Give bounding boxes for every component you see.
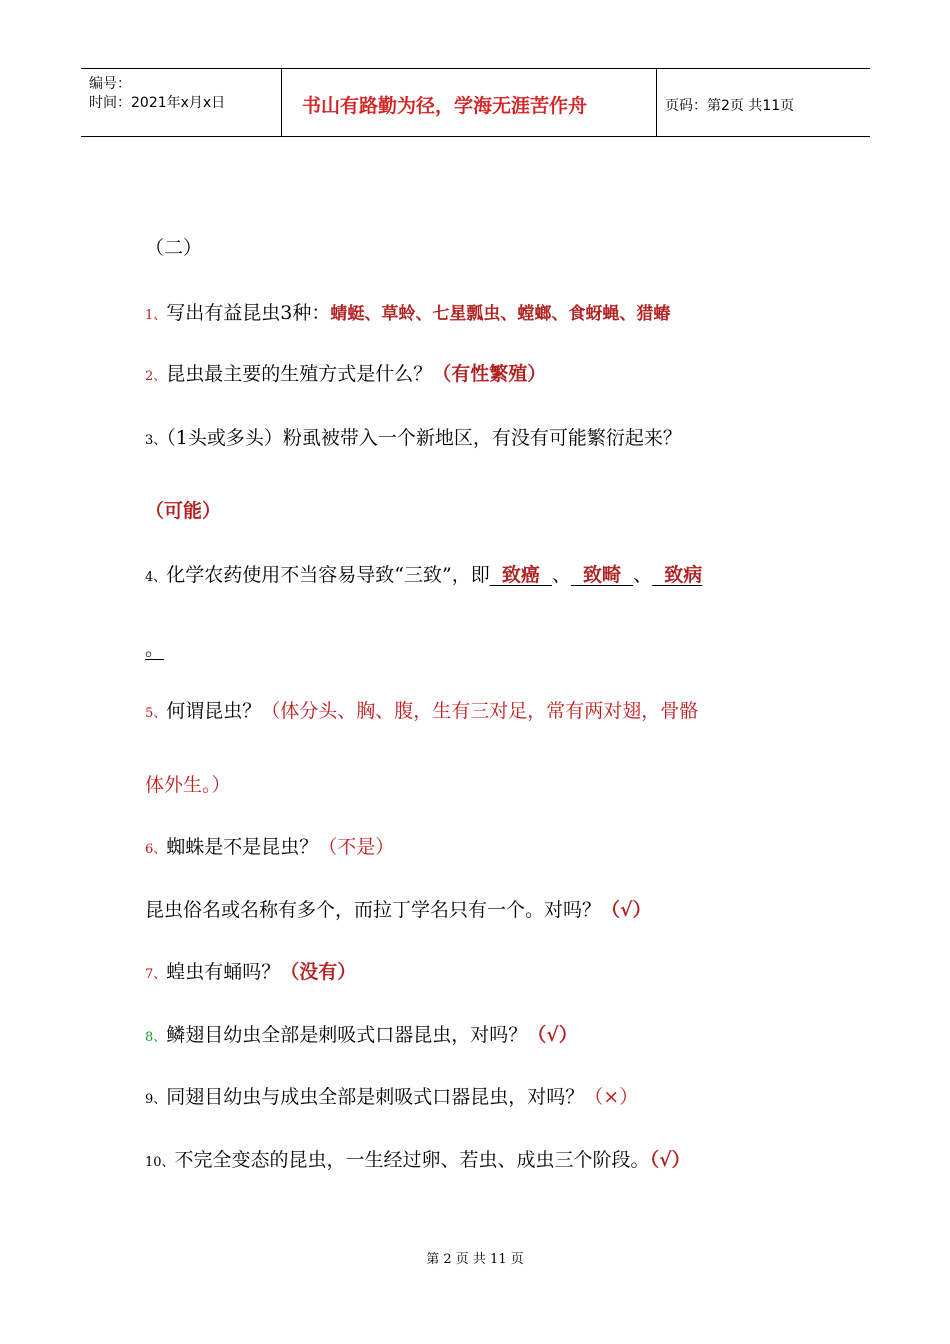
question-3 xyxy=(145,423,682,450)
page-footer: 第 2 页 共 11 页 xyxy=(426,1252,524,1267)
question-number: 7、 xyxy=(145,967,167,982)
question-text: 蝗虫有蛹吗？ xyxy=(166,961,281,983)
question-text: 何谓昆虫？ xyxy=(166,700,262,722)
date-label: 时间：2021年x月x日 xyxy=(89,95,226,111)
answer-blank-3: 致病 xyxy=(664,564,703,586)
question-3-answer xyxy=(145,496,221,523)
question-6b xyxy=(145,895,652,922)
question-4 xyxy=(145,560,702,587)
question-number: 9、 xyxy=(145,1092,167,1107)
question-number: 8、 xyxy=(145,1030,167,1045)
answer: （体分头、胸、腹，生有三对足，常有两对翅，骨骼 xyxy=(261,700,699,722)
page-header xyxy=(81,68,870,137)
answer: （√） xyxy=(527,1024,578,1046)
page-info: 页码：第2页 共11页 xyxy=(665,98,795,114)
motto: 书山有路勤为径，学海无涯苦作舟 xyxy=(302,95,588,117)
question-5 xyxy=(145,696,698,723)
question-text: 昆虫俗名或名称有多个，而拉丁学名只有一个。对吗？ xyxy=(145,899,602,921)
answer: 体外生。） xyxy=(145,774,231,796)
question-5-answer-continued xyxy=(145,770,231,797)
answer: （不是） xyxy=(318,836,395,858)
question-number: 5、 xyxy=(145,706,167,721)
answer: 蜻蜓、草蛉、七星瓢虫、螳螂、食蚜蝇、猎蝽 xyxy=(330,304,671,324)
answer: （×） xyxy=(584,1086,639,1108)
question-text: （1头或多头）粉虱被带入一个新地区，有没有可能繁衍起来？ xyxy=(166,427,682,449)
question-number: 10、 xyxy=(145,1155,175,1170)
answer: （√） xyxy=(601,899,652,921)
question-number: 2、 xyxy=(145,369,167,384)
question-text: 化学农药使用不当容易导致“三致”，即 xyxy=(166,564,490,586)
question-number: 1、 xyxy=(145,308,167,323)
answer: （有性繁殖） xyxy=(432,363,547,385)
section-title: （二） xyxy=(145,237,203,259)
question-1 xyxy=(145,298,670,325)
answer: （√） xyxy=(649,1149,691,1171)
question-number: 3、 xyxy=(145,433,167,448)
question-text: 蜘蛛是不是昆虫？ xyxy=(166,836,319,858)
question-text: 同翅目幼虫与成虫全部是刺吸式口器昆虫，对吗？ xyxy=(166,1086,585,1108)
question-9 xyxy=(145,1082,638,1109)
question-7 xyxy=(145,957,356,984)
question-6 xyxy=(145,832,394,859)
question-8 xyxy=(145,1020,578,1047)
question-number: 6、 xyxy=(145,842,167,857)
question-number: 4、 xyxy=(145,570,167,585)
number-label: 编号： xyxy=(89,76,131,92)
question-4-end xyxy=(145,634,164,661)
answer: （没有） xyxy=(280,961,357,983)
separator: 、 xyxy=(633,564,653,586)
question-text: 鳞翅目幼虫全部是刺吸式口器昆虫，对吗？ xyxy=(166,1024,528,1046)
answer-blank-1: 致癌 xyxy=(501,564,540,586)
question-10 xyxy=(145,1145,691,1172)
answer: （可能） xyxy=(145,500,222,522)
header-page-cell xyxy=(656,69,870,136)
separator: 、 xyxy=(551,564,571,586)
question-text: 写出有益昆虫3种： xyxy=(166,302,331,324)
question-2 xyxy=(145,359,546,386)
end-mark: 。 xyxy=(145,638,165,660)
header-meta-cell xyxy=(81,69,281,136)
answer-blank-2: 致畸 xyxy=(583,564,622,586)
header-motto-cell xyxy=(281,69,657,136)
question-text: 不完全变态的昆虫，一生经过卵、若虫、成虫三个阶段。 xyxy=(174,1149,650,1171)
question-text: 昆虫最主要的生殖方式是什么？ xyxy=(166,363,433,385)
